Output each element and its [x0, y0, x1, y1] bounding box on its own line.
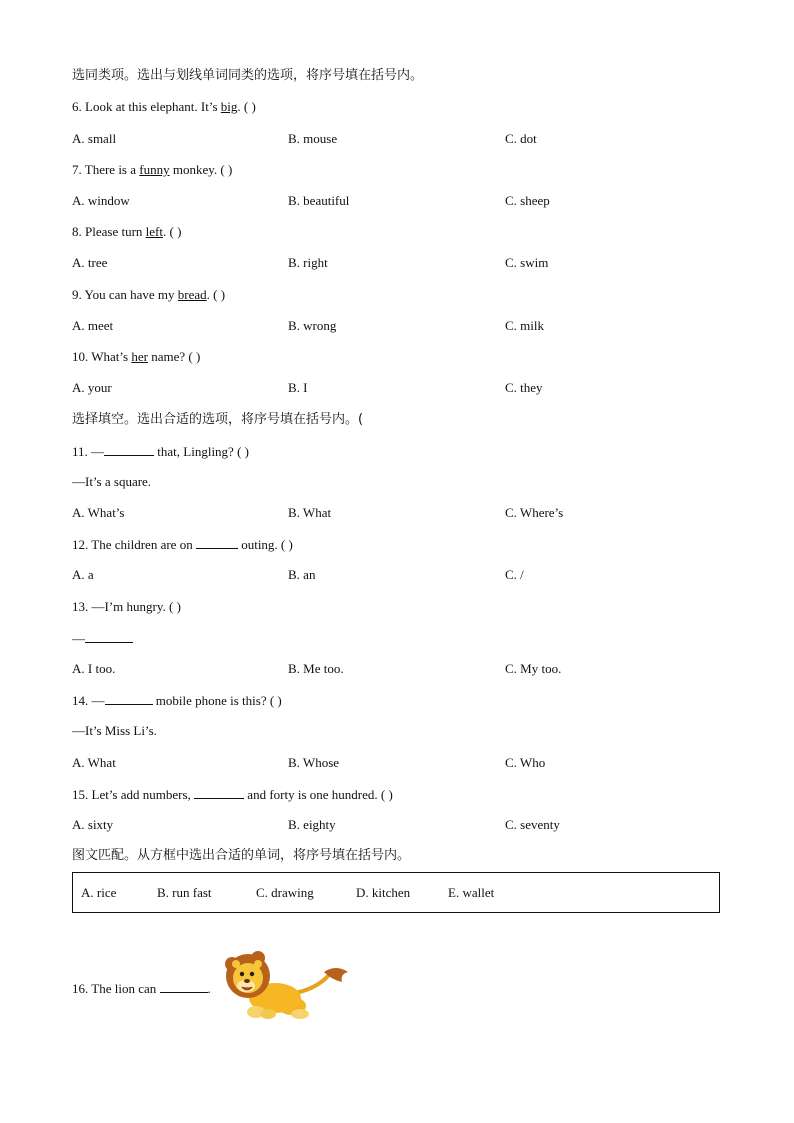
question-7: 7. There is a funny monkey. ( ) — [72, 162, 233, 177]
option-a[interactable]: A. What — [72, 755, 116, 770]
word-option-a: A. rice — [81, 885, 117, 900]
option-c[interactable]: C. swim — [505, 255, 549, 270]
question-6: 6. Look at this elephant. It’s big. ( ) — [72, 99, 256, 114]
answer-blank[interactable] — [194, 786, 244, 799]
question-7-options — [72, 193, 712, 209]
option-b[interactable]: B. Me too. — [288, 661, 344, 676]
question-11-options — [72, 505, 712, 521]
word-option-c: C. drawing — [256, 885, 314, 900]
underlined-word: funny — [139, 162, 170, 177]
option-c[interactable]: C. they — [505, 380, 543, 395]
lion-illustration — [220, 950, 355, 1022]
option-a[interactable]: A. window — [72, 193, 130, 208]
question-15: 15. Let’s add numbers, and forty is one hundred. ( ) — [72, 787, 393, 802]
answer-blank[interactable] — [104, 443, 154, 456]
option-c[interactable]: C. seventy — [505, 817, 560, 832]
question-9-options — [72, 318, 712, 334]
option-b[interactable]: B. Whose — [288, 755, 340, 770]
option-b[interactable]: B. beautiful — [288, 193, 350, 208]
option-b[interactable]: B. right — [288, 255, 328, 270]
question-8: 8. Please turn left. ( ) — [72, 224, 182, 239]
option-a[interactable]: A. your — [72, 380, 112, 395]
option-b[interactable]: B. What — [288, 505, 332, 520]
option-a[interactable]: A. tree — [72, 255, 108, 270]
question-13: 13. —I’m hungry. ( ) — [72, 599, 181, 614]
section-2-instruction: 选择填空。选出合适的选项，将序号填在括号内。( — [72, 412, 364, 427]
section-1-instruction: 选同类项。选出与划线单词同类的选项，将序号填在括号内。 — [72, 68, 424, 83]
option-c[interactable]: C. / — [505, 567, 524, 582]
question-6-options — [72, 131, 712, 147]
question-11: 11. — that, Lingling? ( ) — [72, 444, 249, 459]
question-10: 10. What’s her name? ( ) — [72, 349, 201, 364]
word-option-b: B. run fast — [157, 885, 212, 900]
option-a[interactable]: A. small — [72, 131, 117, 146]
section-3-instruction: 图文匹配。从方框中选出合适的单词，将序号填在括号内。 — [72, 848, 411, 863]
answer-blank[interactable] — [160, 980, 208, 993]
option-b[interactable]: B. I — [288, 380, 308, 395]
question-9: 9. You can have my bread. ( ) — [72, 287, 226, 302]
option-b[interactable]: B. mouse — [288, 131, 338, 146]
word-option-d: D. kitchen — [356, 885, 411, 900]
question-12-options — [72, 567, 712, 583]
underlined-word: bread — [177, 287, 207, 302]
option-a[interactable]: A. meet — [72, 318, 114, 333]
option-c[interactable]: C. My too. — [505, 661, 562, 676]
question-14: 14. — mobile phone is this? ( ) — [72, 693, 282, 708]
option-c[interactable]: C. sheep — [505, 193, 550, 208]
option-b[interactable]: B. eighty — [288, 817, 336, 832]
question-13-reply: — — [72, 630, 133, 647]
option-b[interactable]: B. an — [288, 567, 316, 582]
answer-blank[interactable] — [85, 630, 133, 643]
question-13-options — [72, 661, 712, 677]
option-a[interactable]: A. sixty — [72, 817, 114, 832]
answer-blank[interactable] — [196, 536, 238, 549]
option-b[interactable]: B. wrong — [288, 318, 337, 333]
question-11-reply: —It’s a square. — [72, 474, 152, 489]
option-c[interactable]: C. milk — [505, 318, 545, 333]
option-c[interactable]: C. Where’s — [505, 505, 564, 520]
question-14-reply: —It’s Miss Li’s. — [72, 723, 157, 738]
question-10-options — [72, 380, 712, 396]
question-16: 16. The lion can . — [72, 981, 211, 996]
word-option-e: E. wallet — [448, 885, 495, 900]
underlined-word: left — [145, 224, 163, 239]
answer-blank[interactable] — [105, 692, 153, 705]
option-a[interactable]: A. What’s — [72, 505, 125, 520]
underlined-word: her — [131, 349, 148, 364]
question-12: 12. The children are on outing. ( ) — [72, 537, 293, 552]
option-c[interactable]: C. Who — [505, 755, 546, 770]
underlined-word: big — [220, 99, 238, 114]
word-box — [72, 872, 720, 913]
question-15-options — [72, 817, 712, 833]
question-8-options — [72, 255, 712, 271]
option-c[interactable]: C. dot — [505, 131, 537, 146]
option-a[interactable]: A. I too. — [72, 661, 116, 676]
option-a[interactable]: A. a — [72, 567, 94, 582]
question-14-options — [72, 755, 712, 771]
